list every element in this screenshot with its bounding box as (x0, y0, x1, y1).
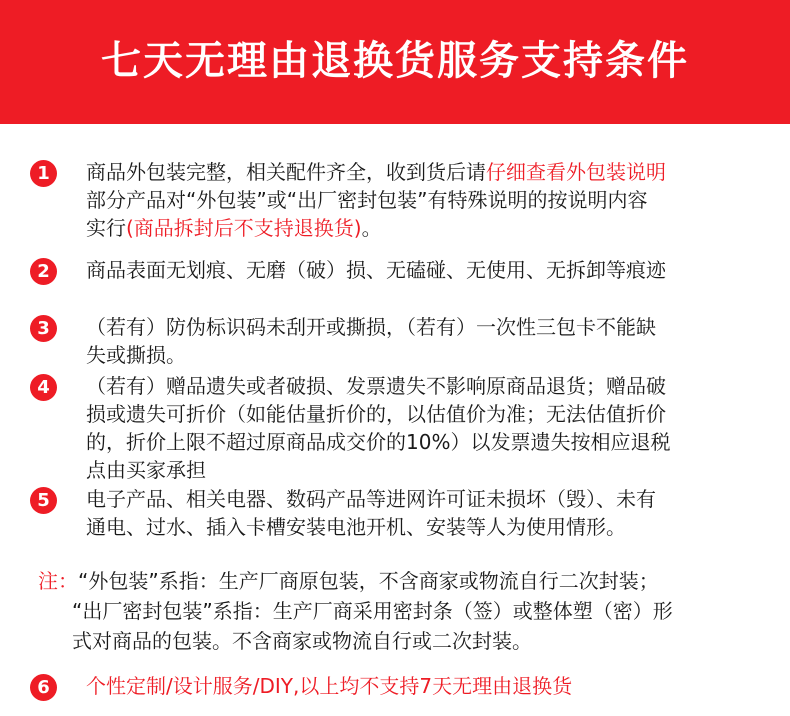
number-5-badge: 5 (30, 487, 57, 514)
condition-5-text: 电子产品、相关电器、数码产品等进网许可证未损坏（毁）、未有 通电、过水、插入卡槽安装电池开机、安装等人为使用情形。 (86, 487, 656, 539)
number-1-badge: 1 (30, 160, 57, 187)
number-6-badge: 6 (30, 674, 57, 701)
note-line-3: 式对商品的包装。不含商家或物流自行或二次封装。 (72, 629, 532, 653)
note-label: 注： (38, 569, 78, 593)
number-4-badge: 4 (30, 374, 57, 401)
number-3-badge: 3 (30, 315, 57, 342)
condition-1-text: 商品外包装完整，相关配件齐全，收到货后请仔细查看外包装说明 部分产品对“外包装”或“出厂密封包装”有特殊说明的按说明内容 实行(商品拆封后不支持退换货)。 (86, 160, 666, 240)
note-line-1: “外包装”系指：生产厂商原包装，不含商家或物流自行二次封装； (78, 569, 659, 593)
condition-6-text: 个性定制/设计服务/DIY,以上均不支持7天无理由退换货 (86, 674, 573, 698)
condition-4-text: （若有）赠品遗失或者破损、发票遗失不影响原商品退货；赠品破 损或遗失可折价（如能估量折价的，以估值价为准；无法估值折价 的，折价上限不超过原商品成交价的10%）以发票遗失按相应退税 点由买家承担 (86, 374, 671, 482)
title-banner (0, 0, 790, 124)
page-title: 七天无理由退换货服务支持条件 (101, 38, 689, 84)
condition-3-text: （若有）防伪标识码未刮开或撕损，（若有）一次性三包卡不能缺 失或撕损。 (86, 315, 656, 367)
note-line-2: “出厂密封包装”系指：生产厂商采用密封条（签）或整体塑（密）形 (72, 599, 673, 623)
condition-2-text: 商品表面无划痕、无磨（破）损、无磕碰、无使用、无拆卸等痕迹 (86, 258, 666, 282)
packaging-note (38, 566, 768, 656)
number-2-badge: 2 (30, 258, 57, 285)
